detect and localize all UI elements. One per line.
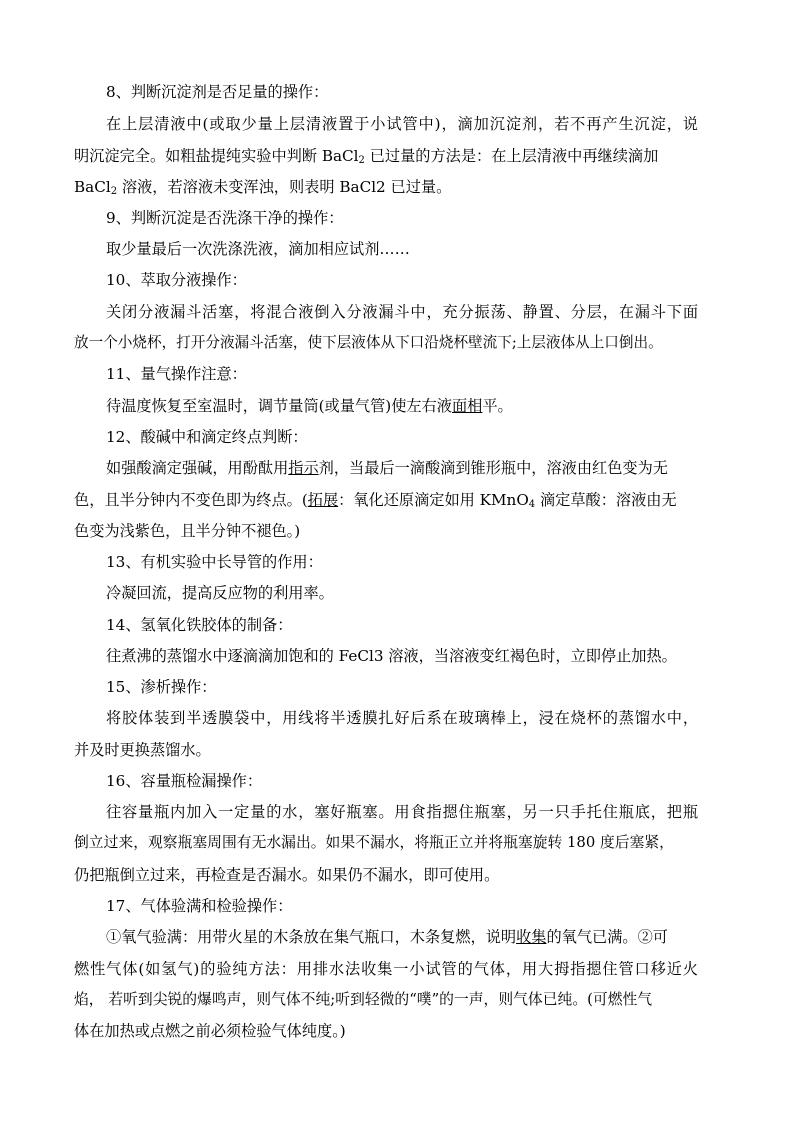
section-11-line-1: 待温度恢复至室温时，调节量筒(或量气管)使左右液面相平。 (106, 397, 513, 415)
section-8-line-2: 明沉淀完全。如粗盐提纯实验中判断 BaCl$_2$ 已过量的方法是：在上层清液中再继续滴加 (74, 147, 659, 166)
section-10-line-1: 关闭分液漏斗活塞，将混合液倒入分液漏斗中，充分振荡、静置、分层，在漏斗下面 (106, 303, 698, 321)
section-8-heading: 8、判断沉淀剂是否足量的操作： (106, 83, 329, 101)
section-9-line-1: 取少量最后一次洗涤洗液，滴加相应试剂…… (106, 240, 410, 258)
section-13-heading: 13、有机实验中长导管的作用： (106, 553, 323, 571)
section-12-line-2: 色，且半分钟内不变色即为终点。(拓展：氧化还原滴定如用 KMnO$_4$ 滴定草酸：溶液由无 (74, 491, 677, 510)
section-12-heading: 12、酸碱中和滴定终点判断： (106, 428, 308, 446)
section-10-line-2: 放一个小烧杯，打开分液漏斗活塞，使下层液体从下口沿烧杯壁流下;上层液体从上口倒出。 (74, 334, 663, 351)
section-11-heading: 11、量气操作注意： (106, 365, 247, 383)
section-15-line-2: 并及时更换蒸馏水。 (74, 741, 211, 759)
section-15-heading: 15、渗析操作： (106, 678, 217, 696)
section-17-heading: 17、气体验满和检验操作： (106, 897, 293, 915)
section-8-line-3: BaCl$_2$ 溶液，若溶液未变浑浊，则表明 BaCl2 已过量。 (74, 178, 452, 197)
section-17-line-1: ①氧气验满：用带火星的木条放在集气瓶口，木条复燃，说明收集的氧气已满。②可 (106, 928, 668, 946)
section-10-heading: 10、萃取分液操作： (106, 271, 247, 289)
section-14-line-1: 往煮沸的蒸馏水中逐滴滴加饱和的 FeCl3 溶液，当溶液变红褐色时，立即停止加热。 (106, 647, 677, 665)
section-12-line-1: 如强酸滴定强碱，用酚酞用指示剂，当最后一滴酸滴到锥形瓶中，溶液由红色变为无 (106, 459, 668, 477)
section-16-line-1: 往容量瓶内加入一定量的水，塞好瓶塞。用食指摁住瓶塞，另一只手托住瓶底，把瓶 (106, 803, 698, 821)
section-9-heading: 9、判断沉淀是否洗涤干净的操作： (106, 209, 344, 227)
section-12-line-3: 色变为浅紫色，且半分钟不褪色。) (74, 522, 301, 540)
section-16-line-2: 倒立过来，观察瓶塞周围有无水漏出。如果不漏水，将瓶正立并将瓶塞旋转 180 度后塞紧， (74, 834, 674, 851)
section-8-line-1: 在上层清液中(或取少量上层清液置于小试管中)，滴加沉淀剂，若不再产生沉淀，说 (106, 115, 698, 133)
section-16-heading: 16、容量瓶检漏操作： (106, 772, 263, 790)
section-17-line-3: 焰， 若听到尖锐的爆鸣声，则气体不纯;听到轻微的“噗”的一声，则气体已纯。(可燃性气 (74, 991, 653, 1008)
section-16-line-3: 仍把瓶倒立过来，再检查是否漏水。如果仍不漏水，即可使用。 (74, 866, 500, 884)
section-15-line-1: 将胶体装到半透膜袋中，用线将半透膜扎好后系在玻璃棒上，浸在烧杯的蒸馏水中， (106, 709, 698, 727)
section-17-line-2: 燃性气体(如氢气)的验纯方法：用排水法收集一小试管的气体，用大拇指摁住管口移近火 (74, 960, 698, 978)
section-14-heading: 14、氢氧化铁胶体的制备： (106, 616, 293, 634)
section-13-line-1: 冷凝回流，提高反应物的利用率。 (106, 584, 334, 602)
section-17-line-4: 体在加热或点燃之前必须检验气体纯度。) (74, 1022, 346, 1040)
